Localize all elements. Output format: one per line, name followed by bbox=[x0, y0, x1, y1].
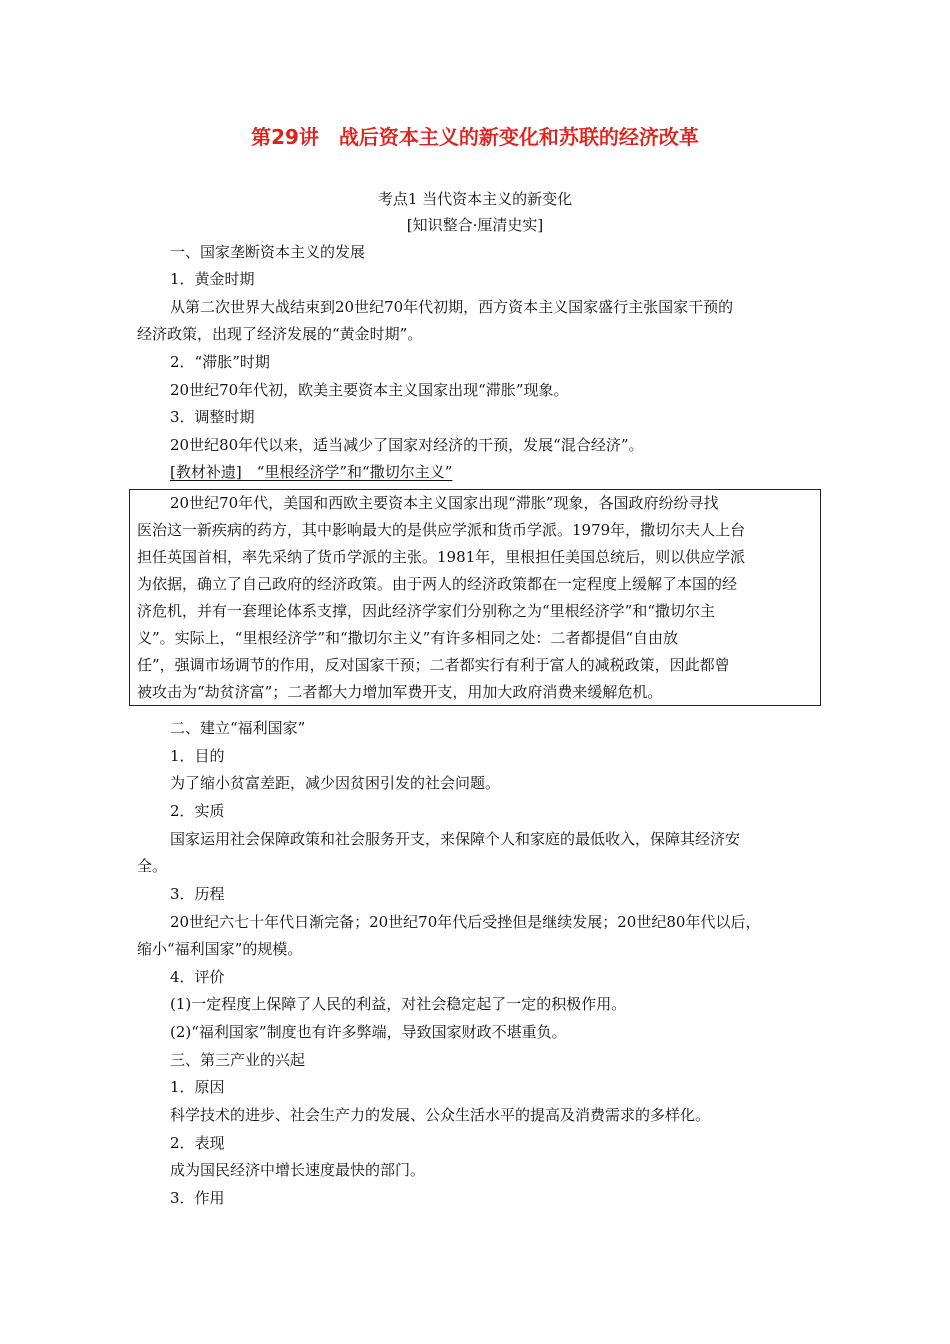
paragraph: 从第二次世界大战结束到20世纪70年代初期，西方资本主义国家盛行主张国家干预的 bbox=[170, 298, 734, 316]
section-3-sub-3: 3．作用 bbox=[170, 1189, 225, 1207]
section-2-sub-4: 4．评价 bbox=[170, 968, 225, 986]
box-line: 义”。实际上，“里根经济学”和“撒切尔主义”有许多相同之处：二者都提倡“自由放 bbox=[137, 629, 679, 647]
section-1-sub-1: 1．黄金时期 bbox=[170, 270, 255, 288]
box-line: 20世纪70年代，美国和西欧主要资本主义国家出现“滞胀”现象，各国政府纷纷寻找 bbox=[170, 494, 719, 512]
kaodian-heading: 考点1 当代资本主义的新变化 bbox=[377, 190, 573, 208]
paragraph: 科学技术的进步、社会生产力的发展、公众生活水平的提高及消费需求的多样化。 bbox=[170, 1106, 711, 1124]
section-1-sub-2: 2．“滞胀”时期 bbox=[170, 353, 270, 371]
section-2-heading: 二、建立“福利国家” bbox=[170, 719, 306, 737]
box-line: 担任英国首相，率先采纳了货币学派的主张。1981年，里根担任美国总统后，则以供应学派 bbox=[137, 548, 746, 566]
paragraph: 全。 bbox=[137, 857, 168, 875]
paragraph: 缩小“福利国家”的规模。 bbox=[137, 940, 303, 958]
section-1-heading: 一、国家垄断资本主义的发展 bbox=[170, 243, 366, 261]
section-1-sub-3: 3．调整时期 bbox=[170, 408, 255, 426]
box-line: 为依据，确立了自己政府的经济政策。由于两人的经济政策都在一定程度上缓解了本国的经 bbox=[137, 575, 738, 593]
box-line: 医治这一新疾病的药方，其中影响最大的是供应学派和货币学派。1979年，撒切尔夫人上台 bbox=[137, 521, 746, 539]
paragraph: 经济政策，出现了经济发展的“黄金时期”。 bbox=[137, 325, 423, 343]
section-3-sub-1: 1．原因 bbox=[170, 1078, 225, 1096]
paragraph: 20世纪六七十年代日渐完备；20世纪70年代后受挫但是继续发展；20世纪80年代以后， bbox=[170, 913, 761, 931]
paragraph: 国家运用社会保障政策和社会服务开支，来保障个人和家庭的最低收入，保障其经济安 bbox=[170, 830, 741, 848]
paragraph: 成为国民经济中增长速度最快的部门。 bbox=[170, 1161, 426, 1179]
paragraph: 为了缩小贫富差距，减少因贫困引发的社会问题。 bbox=[170, 774, 501, 792]
section-2-sub-1: 1．目的 bbox=[170, 747, 225, 765]
supplement-label: [教材补遗] “里根经济学”和“撒切尔主义” bbox=[170, 463, 453, 481]
supplement-box bbox=[129, 489, 821, 706]
box-line: 任”，强调市场调节的作用，反对国家干预；二者都实行有利于富人的减税政策，因此都曾 bbox=[137, 656, 730, 674]
page-title: 第29讲 战后资本主义的新变化和苏联的经济改革 bbox=[251, 125, 699, 149]
section-3-heading: 三、第三产业的兴起 bbox=[170, 1051, 306, 1069]
paragraph: 20世纪80年代以来，适当减少了国家对经济的干预，发展“混合经济”。 bbox=[170, 436, 644, 454]
paragraph: 20世纪70年代初，欧美主要资本主义国家出现“滞胀”现象。 bbox=[170, 381, 569, 399]
paragraph: (1)一定程度上保障了人民的利益，对社会稳定起了一定的积极作用。 bbox=[170, 995, 627, 1013]
paragraph: (2)“福利国家”制度也有许多弊端，导致国家财政不堪重负。 bbox=[170, 1023, 567, 1041]
knowledge-label: [知识整合·厘清史实] bbox=[406, 216, 544, 234]
section-2-sub-2: 2．实质 bbox=[170, 802, 225, 820]
section-3-sub-2: 2．表现 bbox=[170, 1134, 225, 1152]
box-line: 济危机，并有一套理论体系支撑，因此经济学家们分别称之为“里根经济学”和“撒切尔主 bbox=[137, 602, 716, 620]
section-2-sub-3: 3．历程 bbox=[170, 885, 225, 903]
box-line: 被攻击为“劫贫济富”；二者都大力增加军费开支，用加大政府消费来缓解危机。 bbox=[137, 683, 663, 701]
